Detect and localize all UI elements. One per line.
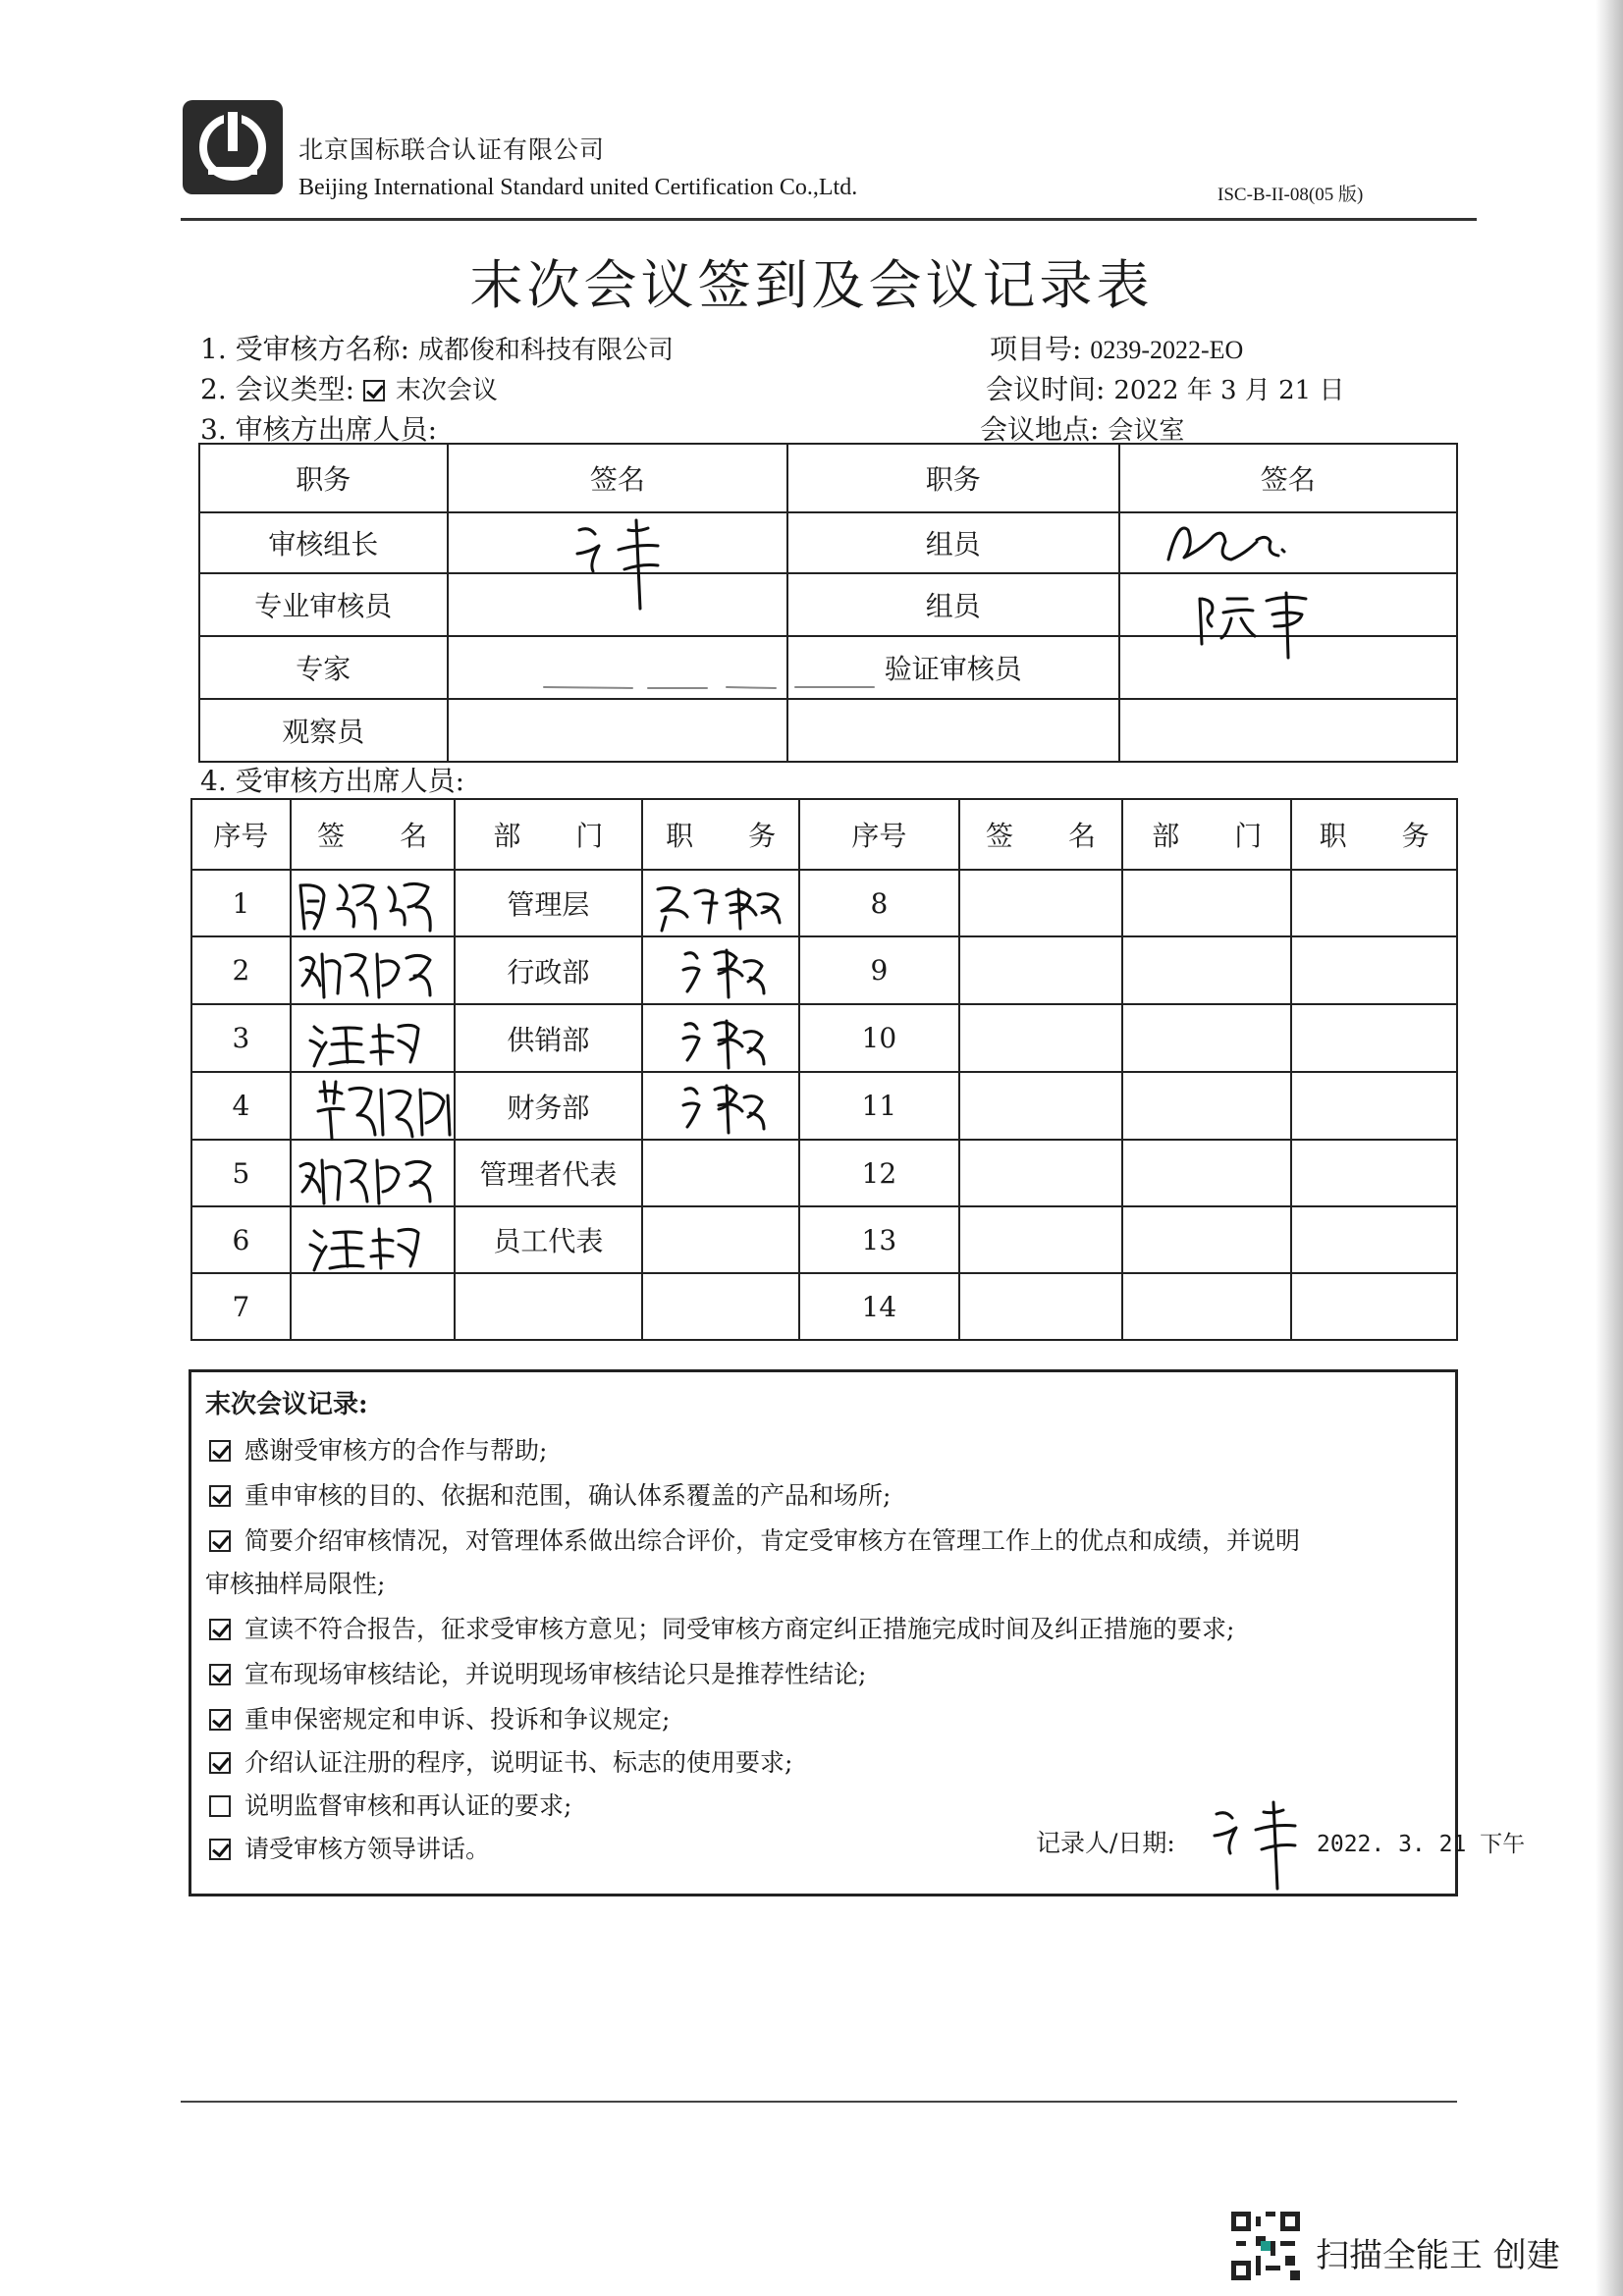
signature-cell <box>291 1273 455 1340</box>
record-item-text: 说明监督审核和再认证的要求; <box>244 1791 572 1820</box>
row-number: 8 <box>799 870 959 936</box>
footer-divider <box>181 2101 1457 2103</box>
checkbox-checked[interactable] <box>209 1664 231 1685</box>
header-cell: 部 门 <box>1122 799 1291 870</box>
checkbox-checked[interactable] <box>209 1440 231 1462</box>
record-item-text: 请受审核方领导讲话。 <box>244 1835 491 1863</box>
header-cell: 职务 <box>787 444 1118 512</box>
row-number: 6 <box>191 1206 291 1273</box>
position-cell <box>1291 936 1457 1004</box>
record-item <box>209 1830 490 1865</box>
page-edge-shadow <box>1596 0 1623 2296</box>
row-number: 13 <box>799 1206 959 1273</box>
department-cell <box>1122 1273 1291 1340</box>
attendee-table-header <box>191 799 1457 870</box>
position-cell <box>1291 870 1457 936</box>
checkbox-unchecked[interactable] <box>209 1795 231 1817</box>
project-number-line <box>990 328 1243 367</box>
auditee-name-line <box>200 328 674 367</box>
row-number: 9 <box>799 936 959 1004</box>
row-number: 7 <box>191 1273 291 1340</box>
checkbox-checked[interactable] <box>209 1839 231 1860</box>
strike-line-expert <box>540 677 933 697</box>
role-cell: 组员 <box>787 512 1118 573</box>
checkbox-checked[interactable] <box>209 1619 231 1640</box>
project-number-label: 项目号: <box>990 333 1082 365</box>
handwritten-signature-lead-auditor <box>560 510 697 618</box>
handwritten-signature-attendee-3 <box>304 1011 442 1072</box>
header-cell: 签名 <box>448 444 787 512</box>
checkbox-checked[interactable] <box>209 1530 231 1552</box>
record-item <box>209 1655 866 1690</box>
signature-cell <box>448 699 787 762</box>
row-number: 4 <box>191 1072 291 1140</box>
header-cell: 序号 <box>191 799 291 870</box>
auditee-name-label: 1. 受审核方名称: <box>200 333 410 365</box>
header-cell: 职务 <box>199 444 448 512</box>
handwritten-signature-attendee-1 <box>293 872 460 940</box>
department-cell <box>1122 870 1291 936</box>
signature-cell <box>959 1206 1123 1273</box>
department-cell <box>1122 936 1291 1004</box>
role-cell <box>787 699 1118 762</box>
department-cell: 行政部 <box>455 936 643 1004</box>
header-cell: 签 名 <box>291 799 455 870</box>
checkbox-checked[interactable] <box>209 1752 231 1774</box>
handwritten-signature-position-4 <box>676 1076 774 1141</box>
header-cell: 序号 <box>799 799 959 870</box>
record-item <box>209 1743 792 1779</box>
meeting-record-box <box>189 1369 1526 1896</box>
department-cell: 管理者代表 <box>455 1140 643 1206</box>
department-cell <box>1122 1072 1291 1140</box>
auditee-attendees-label: 4. 受审核方出席人员: <box>200 765 465 797</box>
row-number: 10 <box>799 1004 959 1072</box>
meeting-time-label: 会议时间: <box>986 373 1106 405</box>
meeting-place-label: 会议地点: <box>980 413 1100 446</box>
meeting-time-value: 2022 年 3 月 21 日 <box>1113 376 1345 405</box>
role-cell: 审核组长 <box>199 512 448 573</box>
row-number: 2 <box>191 936 291 1004</box>
company-logo <box>181 98 285 196</box>
handwritten-signature-member-1 <box>1159 510 1306 579</box>
record-item <box>209 1700 670 1735</box>
department-cell: 供销部 <box>455 1004 643 1072</box>
meeting-place-value: 会议室 <box>1108 416 1185 446</box>
meeting-time-line <box>986 368 1344 407</box>
handwritten-signature-position-3 <box>676 1011 774 1072</box>
record-title: 末次会议记录: <box>205 1390 368 1419</box>
header-cell: 签名 <box>1119 444 1457 512</box>
meeting-type-value: 末次会议 <box>395 376 498 405</box>
department-cell: 财务部 <box>455 1072 643 1140</box>
qr-code-icon <box>1231 2212 1300 2280</box>
recorder-date: 2022. 3. 21 下午 <box>1317 1832 1526 1857</box>
position-cell <box>1291 1273 1457 1340</box>
position-cell <box>1291 1072 1457 1140</box>
handwritten-signature-position-1 <box>648 876 795 934</box>
header-cell: 部 门 <box>455 799 643 870</box>
record-item <box>209 1522 1300 1557</box>
handwritten-signature-attendee-2 <box>293 940 460 1005</box>
department-cell: 管理层 <box>455 870 643 936</box>
header-cell: 签 名 <box>959 799 1123 870</box>
company-name-en: Beijing International Standard united Certification Co.,Ltd. <box>298 175 858 200</box>
position-cell <box>1291 1004 1457 1072</box>
role-cell: 观察员 <box>199 699 448 762</box>
row-number: 3 <box>191 1004 291 1072</box>
row-number: 1 <box>191 870 291 936</box>
project-number-value: 0239-2022-EO <box>1090 336 1244 364</box>
handwritten-signature-position-2 <box>676 940 774 1005</box>
row-number: 12 <box>799 1140 959 1206</box>
handwritten-signature-attendee-5 <box>293 1147 460 1211</box>
recorder-label: 记录人/日期: <box>1036 1829 1175 1857</box>
form-code: ISC-B-II-08(05 版) <box>1217 185 1364 205</box>
record-item-text: 宣布现场审核结论，并说明现场审核结论只是推荐性结论; <box>244 1660 867 1688</box>
position-cell <box>1291 1206 1457 1273</box>
record-item <box>209 1431 547 1467</box>
meeting-type-checkbox <box>363 380 385 401</box>
record-item-continuation <box>205 1565 385 1600</box>
signature-cell <box>959 1072 1123 1140</box>
row-number: 5 <box>191 1140 291 1206</box>
recorder-line <box>1036 1824 1526 1859</box>
handwritten-signature-attendee-6 <box>304 1215 442 1276</box>
handwritten-signature-member-2 <box>1188 579 1335 667</box>
header-cell: 职 务 <box>642 799 799 870</box>
signature-cell <box>959 1273 1123 1340</box>
table-row <box>191 1273 1457 1340</box>
handwritten-signature-recorder <box>1201 1794 1328 1893</box>
position-cell <box>642 1273 799 1340</box>
handwritten-signature-attendee-4 <box>310 1076 467 1145</box>
header-cell: 职 务 <box>1291 799 1457 870</box>
record-item-text: 宣读不符合报告，征求受审核方意见；同受审核方商定纠正措施完成时间及纠正措施的要求; <box>244 1615 1235 1643</box>
role-cell: 验证审核员 <box>787 636 1118 699</box>
row-number: 14 <box>799 1273 959 1340</box>
department-cell <box>455 1273 643 1340</box>
department-cell <box>1122 1004 1291 1072</box>
table-row <box>199 699 1457 762</box>
record-item-text: 审核抽样局限性; <box>205 1570 386 1598</box>
role-cell: 组员 <box>787 573 1118 636</box>
signature-cell <box>1119 699 1457 762</box>
document-title: 末次会议签到及会议记录表 <box>469 254 1154 316</box>
record-item-text: 重申保密规定和申诉、投诉和争议规定; <box>244 1705 671 1734</box>
meeting-place-line <box>980 408 1184 448</box>
record-item-text: 介绍认证注册的程序，说明证书、标志的使用要求; <box>244 1748 793 1777</box>
position-cell <box>642 1206 799 1273</box>
scanner-watermark-text: 扫描全能王 创建 <box>1316 2236 1560 2275</box>
role-cell: 专业审核员 <box>199 573 448 636</box>
checkbox-checked[interactable] <box>209 1485 231 1507</box>
signature-cell <box>959 936 1123 1004</box>
position-cell <box>1291 1140 1457 1206</box>
header-divider <box>181 218 1477 221</box>
record-item-text: 重申审核的目的、依据和范围，确认体系覆盖的产品和场所; <box>244 1481 892 1510</box>
record-item <box>209 1787 571 1822</box>
auditee-name-value: 成都俊和科技有限公司 <box>417 336 674 365</box>
record-item <box>209 1610 1234 1645</box>
department-cell: 员工代表 <box>455 1206 643 1273</box>
row-number: 11 <box>799 1072 959 1140</box>
role-cell: 专家 <box>199 636 448 699</box>
checkbox-checked[interactable] <box>209 1709 231 1731</box>
meeting-type-label: 2. 会议类型: <box>200 373 355 405</box>
signature-cell <box>959 1004 1123 1072</box>
auditor-table-header <box>199 444 1457 512</box>
department-cell <box>1122 1140 1291 1206</box>
department-cell <box>1122 1206 1291 1273</box>
meeting-type-line <box>200 368 498 407</box>
position-cell <box>642 1140 799 1206</box>
signature-cell <box>959 1140 1123 1206</box>
record-item <box>209 1476 891 1512</box>
signature-cell <box>959 870 1123 936</box>
record-item-text: 感谢受审核方的合作与帮助; <box>244 1436 548 1465</box>
company-name-cn: 北京国标联合认证有限公司 <box>298 135 606 164</box>
record-item-text: 简要介绍审核情况，对管理体系做出综合评价，肯定受审核方在管理工作上的优点和成绩，并说明 <box>244 1526 1301 1555</box>
auditors-label: 3. 审核方出席人员: <box>200 413 438 446</box>
